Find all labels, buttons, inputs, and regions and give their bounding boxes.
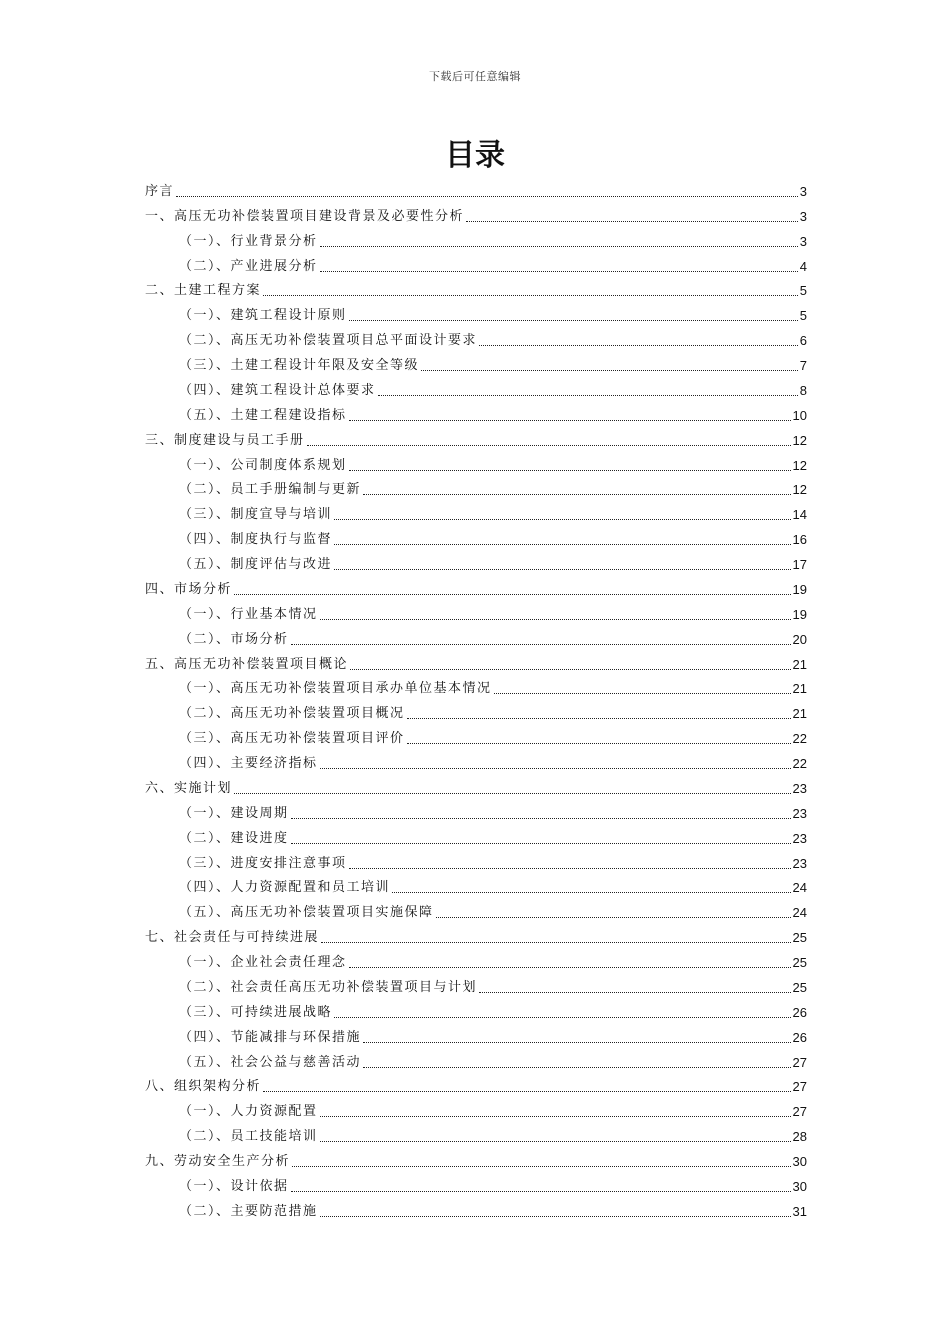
toc-entry-title[interactable]: （二）、高压无功补偿装置项目概况 [179,706,405,722]
toc-entry-section[interactable] [145,449,807,474]
toc-entry-section[interactable] [145,896,807,921]
toc-dot-leader [421,370,798,371]
toc-dot-leader [349,868,791,869]
toc-dot-leader [320,271,798,272]
toc-entry-title[interactable]: （二）、社会责任高压无功补偿装置项目与计划 [179,979,478,995]
toc-page-number: 23 [792,855,807,871]
toc-entry-title[interactable]: （二）、市场分析 [179,631,289,647]
toc-dot-leader [334,519,791,520]
toc-entry-section[interactable] [145,1095,807,1120]
toc-entry-title[interactable]: 八、组织架构分析 [145,1079,262,1095]
toc-entry-section[interactable] [145,324,807,349]
toc-dot-leader [334,544,791,545]
toc-dot-leader [291,818,791,819]
toc-entry-title[interactable]: 四、市场分析 [145,581,233,597]
toc-entry-section[interactable] [145,1170,807,1195]
toc-entry-title[interactable]: （一）、建设周期 [179,805,289,821]
toc-entry-chapter[interactable] [145,424,807,449]
toc-entry-section[interactable] [145,1120,807,1145]
toc-dot-leader [320,619,791,620]
toc-page-number: 30 [792,1178,807,1194]
toc-entry-title[interactable]: （五）、土建工程建设指标 [179,407,347,423]
toc-page-number: 27 [792,1104,807,1120]
toc-entry-section[interactable] [145,225,807,250]
toc-entry-title[interactable]: （三）、高压无功补偿装置项目评价 [179,731,405,747]
toc-entry-title[interactable]: （二）、产业进展分析 [179,258,318,274]
toc-entry-title[interactable]: 三、制度建设与员工手册 [145,432,305,448]
toc-list [145,175,807,1220]
toc-entry-title[interactable]: 六、实施计划 [145,780,233,796]
toc-entry-section[interactable] [145,598,807,623]
toc-dot-leader [349,470,791,471]
toc-dot-leader [334,569,791,570]
toc-entry-title[interactable]: （五）、社会公益与慈善活动 [179,1054,362,1070]
toc-dot-leader [320,768,791,769]
toc-entry-section[interactable] [145,1195,807,1220]
toc-page-number: 26 [792,1029,807,1045]
toc-entry-section[interactable] [145,1021,807,1046]
toc-entry-chapter[interactable] [145,175,807,200]
toc-dot-leader [263,1091,791,1092]
toc-entry-chapter[interactable] [145,772,807,797]
toc-page-number: 21 [792,681,807,697]
toc-entry-title[interactable]: （一）、人力资源配置 [179,1104,318,1120]
toc-entry-section[interactable] [145,374,807,399]
toc-page-number: 28 [792,1129,807,1145]
toc-page-number: 22 [792,756,807,771]
toc-dot-leader [407,743,791,744]
toc-entry-section[interactable] [145,623,807,648]
toc-dot-leader [349,420,791,421]
toc-dot-leader [291,843,791,844]
toc-dot-leader [349,320,798,321]
toc-page-number: 24 [792,880,807,896]
toc-page-number: 25 [792,930,807,946]
toc-page-number: 20 [792,631,807,647]
toc-entry-title[interactable]: （三）、制度宣导与培训 [179,507,333,523]
toc-title: 目录 [445,138,505,173]
toc-entry-section[interactable] [145,474,807,499]
toc-dot-leader [494,693,791,694]
toc-dot-leader [291,644,791,645]
toc-page-number: 3 [799,233,807,249]
toc-page-number: 16 [792,532,807,548]
toc-entry-title[interactable]: （四）、节能减排与环保措施 [179,1029,362,1045]
toc-page-number: 14 [792,507,807,523]
toc-page-number: 10 [792,407,807,423]
toc-entry-section[interactable] [145,250,807,275]
toc-entry-title[interactable]: 七、社会责任与可持续进展 [145,930,320,946]
toc-dot-leader [436,917,791,918]
toc-entry-title[interactable]: （一）、设计依据 [179,1178,289,1194]
toc-entry-chapter[interactable] [145,1071,807,1096]
toc-page-number: 27 [792,1079,807,1095]
toc-entry-section[interactable] [145,299,807,324]
toc-entry-title[interactable]: （一）、企业社会责任理念 [179,955,347,970]
toc-dot-leader [307,445,791,446]
toc-entry-section[interactable] [145,399,807,424]
toc-entry-title[interactable]: （二）、员工手册编制与更新 [179,482,362,498]
toc-entry-title[interactable]: 二、土建工程方案 [145,283,262,299]
toc-page-number: 19 [792,606,807,622]
toc-entry-title[interactable]: （二）、员工技能培训 [179,1129,318,1145]
toc-dot-leader [320,1116,791,1117]
toc-entry-title[interactable]: （四）、建筑工程设计总体要求 [179,382,376,398]
toc-entry-chapter[interactable] [145,275,807,300]
toc-page-number: 23 [792,805,807,821]
toc-page-number: 22 [792,731,807,747]
toc-page-number: 3 [799,208,807,224]
toc-entry-section[interactable] [145,722,807,747]
toc-page-number: 6 [799,333,807,349]
toc-dot-leader [363,1067,791,1068]
toc-entry-section[interactable] [145,797,807,822]
toc-entry-title[interactable]: （五）、制度评估与改进 [179,557,333,572]
toc-dot-leader [176,196,798,197]
toc-page-number: 27 [792,1054,807,1070]
toc-entry-section[interactable] [145,548,807,573]
toc-dot-leader [466,221,798,222]
toc-dot-leader [407,718,791,719]
toc-dot-leader [320,1141,791,1142]
toc-dot-leader [321,942,791,943]
toc-page-number: 12 [792,457,807,473]
toc-entry-title[interactable]: （一）、高压无功补偿装置项目承办单位基本情况 [179,681,492,697]
toc-entry-section[interactable] [145,996,807,1021]
toc-entry-section[interactable] [145,498,807,523]
toc-entry-section[interactable] [145,872,807,897]
toc-entry-section[interactable] [145,1046,807,1071]
toc-entry-section[interactable] [145,523,807,548]
toc-entry-title[interactable]: 五、高压无功补偿装置项目概论 [145,656,349,672]
toc-dot-leader [334,1017,791,1018]
toc-dot-leader [234,594,791,595]
toc-entry-title[interactable]: （一）、行业背景分析 [179,233,318,249]
toc-entry-section[interactable] [145,697,807,722]
toc-page-number: 5 [799,308,807,324]
toc-entry-title[interactable]: （一）、建筑工程设计原则 [179,308,347,324]
toc-page-number: 17 [792,557,807,572]
toc-entry-chapter[interactable] [145,1145,807,1170]
toc-dot-leader [363,494,791,495]
toc-entry-section[interactable] [145,971,807,996]
toc-page-number: 26 [792,1004,807,1020]
toc-entry-title[interactable]: 九、劳动安全生产分析 [145,1154,291,1169]
toc-entry-title[interactable]: （三）、可持续进展战略 [179,1004,333,1020]
toc-page-number: 3 [799,183,807,199]
toc-entry-title[interactable]: （三）、土建工程设计年限及安全等级 [179,358,420,373]
toc-entry-title[interactable]: （一）、行业基本情况 [179,606,318,622]
toc-page-number: 25 [792,955,807,970]
toc-page-number: 24 [792,905,807,921]
toc-page-number: 12 [792,482,807,498]
toc-entry-title[interactable]: 序言 [145,183,175,199]
toc-entry-title[interactable]: （五）、高压无功补偿装置项目实施保障 [179,905,434,921]
toc-dot-leader [479,345,798,346]
toc-entry-chapter[interactable] [145,921,807,946]
toc-entry-chapter[interactable] [145,573,807,598]
toc-page-number: 19 [792,581,807,597]
toc-page-number: 7 [799,358,807,373]
toc-page-number: 25 [792,979,807,995]
toc-entry-chapter[interactable] [145,200,807,225]
toc-entry-section[interactable] [145,822,807,847]
toc-dot-leader [263,295,798,296]
toc-entry-title[interactable]: （二）、高压无功补偿装置项目总平面设计要求 [179,333,478,349]
toc-entry-title[interactable]: （四）、主要经济指标 [179,756,318,771]
toc-entry-section[interactable] [145,946,807,971]
toc-entry-section[interactable] [145,673,807,698]
toc-dot-leader [392,892,791,893]
toc-entry-title[interactable]: （二）、主要防范措施 [179,1203,318,1219]
toc-dot-leader [479,992,791,993]
toc-entry-chapter[interactable] [145,648,807,673]
toc-entry-section[interactable] [145,747,807,772]
toc-entry-section[interactable] [145,847,807,872]
toc-entry-title[interactable]: （一）、公司制度体系规划 [179,457,347,473]
toc-page-number: 4 [799,258,807,274]
toc-dot-leader [292,1166,791,1167]
toc-page-number: 8 [799,382,807,398]
toc-entry-section[interactable] [145,349,807,374]
toc-page-number: 31 [792,1203,807,1219]
toc-page-number: 23 [792,830,807,846]
toc-entry-title[interactable]: （三）、进度安排注意事项 [179,855,347,871]
toc-page-number: 12 [792,432,807,448]
toc-dot-leader [350,669,791,670]
toc-entry-title[interactable]: 一、高压无功补偿装置项目建设背景及必要性分析 [145,208,465,224]
toc-dot-leader [291,1191,791,1192]
toc-entry-title[interactable]: （四）、制度执行与监督 [179,532,333,548]
toc-page-number: 21 [792,706,807,722]
toc-page-number: 30 [792,1154,807,1169]
toc-dot-leader [363,1042,791,1043]
toc-entry-title[interactable]: （二）、建设进度 [179,830,289,846]
toc-entry-title[interactable]: （四）、人力资源配置和员工培训 [179,880,391,896]
toc-page-number: 5 [799,283,807,299]
page-header-note: 下载后可任意编辑 [429,70,521,83]
toc-dot-leader [349,967,791,968]
toc-dot-leader [320,246,798,247]
toc-page-number: 21 [792,656,807,672]
toc-dot-leader [378,395,798,396]
toc-dot-leader [320,1216,791,1217]
toc-dot-leader [234,793,791,794]
toc-page-number: 23 [792,780,807,796]
